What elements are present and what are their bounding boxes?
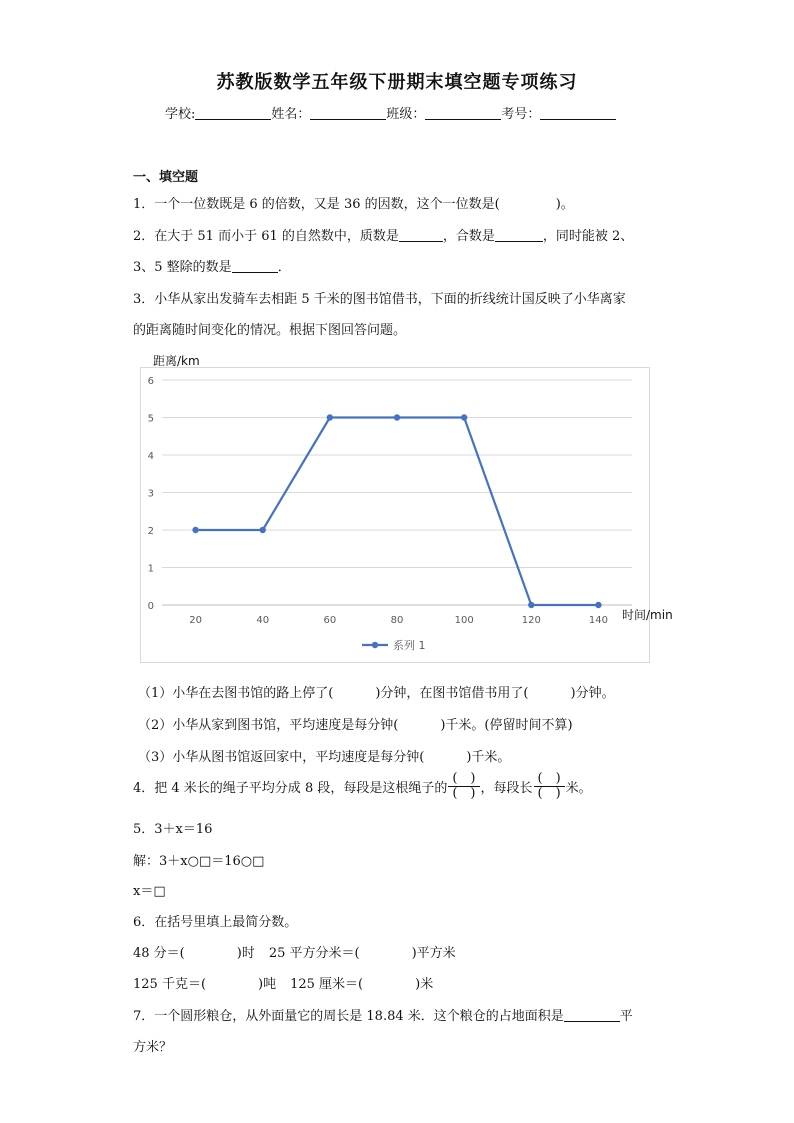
q4-fraction-2[interactable]: $\frac{( )}{( )}$ [534, 772, 565, 801]
y-tick-label: 0 [147, 601, 154, 612]
school-label: 学校: [165, 107, 196, 122]
x-tick-label: 140 [588, 615, 608, 626]
x-tick-label: 60 [323, 615, 337, 626]
q7-area-blank[interactable] [564, 1008, 620, 1022]
x-tick-label: 120 [521, 615, 541, 626]
question-6-row-1: 48 分＝( )时 25 平方分米＝( )平方米 [133, 946, 456, 961]
data-point [461, 414, 467, 420]
y-axis-label: 距离/km [153, 354, 200, 368]
data-point [260, 527, 266, 533]
question-7: 7．一个圆形粮仓，从外面量它的周长是 18.84 米．这个粮仓的占地面积是 平 [133, 1009, 633, 1024]
name-label: 姓名： [271, 107, 311, 122]
y-tick-label: 6 [147, 376, 154, 387]
data-point [192, 527, 198, 533]
series-line [196, 418, 599, 606]
question-3-line2: 的距离随时间变化的情况。根据下图回答问题。 [133, 323, 407, 338]
y-tick-label: 3 [147, 488, 154, 500]
exam-no-label: 考号： [501, 107, 541, 122]
section-heading: 一、填空题 [133, 170, 199, 185]
legend-label: 系列 1 [393, 639, 426, 652]
y-tick-label: 2 [147, 526, 154, 537]
question-6: 6．在括号里填上最简分数。 [133, 915, 298, 930]
y-tick-label: 4 [147, 451, 154, 462]
question-1: 1．一个一位数既是 6 的倍数，又是 36 的因数，这个一位数是( )。 [133, 197, 574, 212]
question-5-line3: x＝□ [133, 884, 166, 899]
question-3-part-3: （3）小华从图书馆返回家中，平均速度是每分钟( )千米。 [138, 750, 511, 765]
x-tick-label: 20 [189, 615, 202, 626]
legend-marker [372, 642, 378, 648]
question-3-line1: 3．小华从家出发骑车去相距 5 千米的图书馆借书，下面的折线统计国反映了小华离家 [133, 292, 626, 307]
y-tick-label: 5 [147, 413, 154, 425]
question-2: 2．在大于 51 而小于 61 的自然数中，质数是 ，合数是 ，同时能被 2、 [133, 229, 634, 244]
question-5-line1: 5．3＋x＝16 [133, 822, 213, 837]
question-3-part-2: （2）小华从家到图书馆，平均速度是每分钟( )千米。(停留时间不算) [138, 718, 573, 733]
x-tick-label: 80 [390, 615, 404, 626]
data-point [595, 602, 601, 608]
y-tick-label: 1 [147, 563, 154, 575]
page-title: 苏教版数学五年级下册期末填空题专项练习 [216, 72, 578, 93]
question-7-cont: 方米？ [133, 1040, 173, 1055]
question-2-cont: 3、5 整除的数是 ． [133, 260, 291, 275]
question-4: 4．把 4 米长的绳子平均分成 8 段，每段是这根绳子的 $\frac{( )}{( )}$ ，每段长 $\frac{( )}{( )}$ 米。 [133, 771, 592, 801]
x-tick-label: 40 [256, 615, 270, 626]
q4-fraction-1[interactable]: $\frac{( )}{( )}$ [448, 772, 479, 801]
question-3-part-1: （1）小华在去图书馆的路上停了( )分钟，在图书馆借书用了( )分钟。 [138, 686, 615, 701]
question-5-line2: 解：3＋x○□＝16○□ [133, 854, 265, 869]
question-6-row-2: 125 千克＝( )吨 125 厘米＝( )米 [133, 977, 434, 992]
data-point [394, 414, 400, 420]
class-label: 班级： [386, 107, 426, 122]
x-axis-label: 时间/min [622, 608, 673, 622]
data-point [327, 414, 333, 420]
data-point [528, 602, 534, 608]
x-tick-label: 100 [454, 615, 474, 626]
